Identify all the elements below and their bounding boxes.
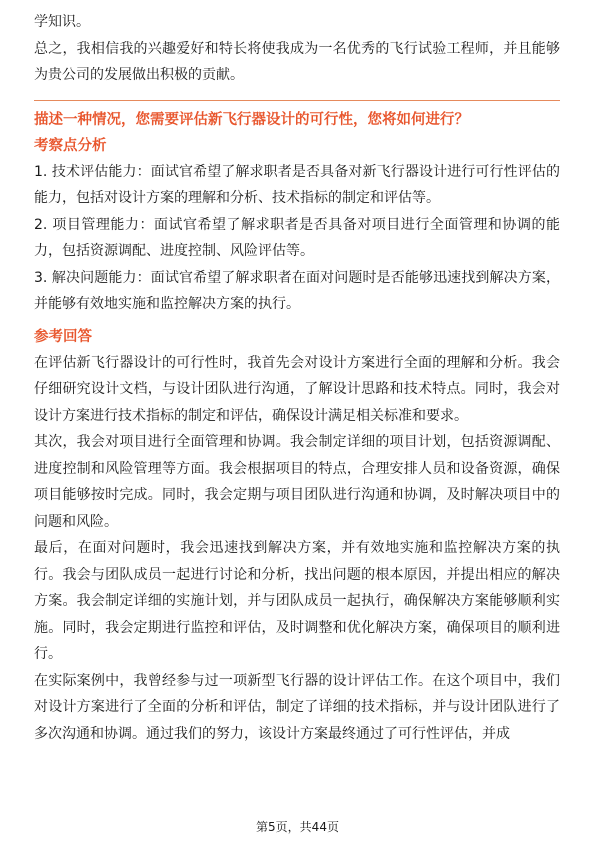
answer-paragraph: 其次，我会对项目进行全面管理和协调。我会制定详细的项目计划，包括资源调配、进度控制和风险管理等方面。我会根据项目的特点，合理安排人员和设备资源，确保项目能够按时完成。同时，我会定期与项目团队进行沟通和协调，及时解决项目中的问题和风险。 bbox=[34, 434, 560, 530]
answer-paragraph: 在评估新飞行器设计的可行性时，我首先会对设计方案进行全面的理解和分析。我会仔细研究设计文档，与设计团队进行沟通，了解设计思路和技术特点。同时，我会对设计方案进行技术指标的制定和评估，确保设计满足相关标准和要求。 bbox=[34, 354, 560, 424]
answer-title: 参考回答 bbox=[34, 328, 92, 345]
analysis-item: 2. 项目管理能力：面试官希望了解求职者是否具备对项目进行全面管理和协调的能力，包括资源调配、进度控制、风险评估等。 bbox=[34, 216, 560, 259]
answer-paragraph: 最后，在面对问题时，我会迅速找到解决方案，并有效地实施和监控解决方案的执行。我会与团队成员一起进行讨论和分析，找出问题的根本原因，并提出相应的解决方案。我会制定详细的实施计划，并与团队成员一起执行，确保解决方案能够顺利实施。同时，我会定期进行监控和评估，及时调整和优化解决方案，确保项目的顺利进行。 bbox=[34, 540, 560, 662]
intro-conclusion: 总之，我相信我的兴趣爱好和特长将使我成为一名优秀的飞行试验工程师，并且能够为贵公司的发展做出积极的贡献。 bbox=[34, 40, 560, 83]
question-heading: 描述一种情况，您需要评估新飞行器设计的可行性，您将如何进行？ bbox=[34, 111, 469, 128]
answer-paragraph: 在实际案例中，我曾经参与过一项新型飞行器的设计评估工作。在这个项目中，我们对设计方案进行了全面的分析和评估，制定了详细的技术指标，并与设计团队进行了多次沟通和协调。通过我们的努力，该设计方案最终通过了可行性评估，并成 bbox=[34, 672, 560, 742]
document-page bbox=[34, 9, 560, 747]
section-divider bbox=[34, 100, 560, 101]
analysis-title: 考察点分析 bbox=[34, 137, 107, 154]
analysis-item: 3. 解决问题能力：面试官希望了解求职者在面对问题时是否能够迅速找到解决方案，并能够有效地实施和监控解决方案的执行。 bbox=[34, 269, 560, 312]
page-footer: 第5页，共44页 bbox=[256, 820, 339, 834]
intro-line-tail: 学知识。 bbox=[34, 14, 90, 30]
analysis-item: 1. 技术评估能力：面试官希望了解求职者是否具备对新飞行器设计进行可行性评估的能力，包括对设计方案的理解和分析、技术指标的制定和评估等。 bbox=[34, 163, 560, 206]
